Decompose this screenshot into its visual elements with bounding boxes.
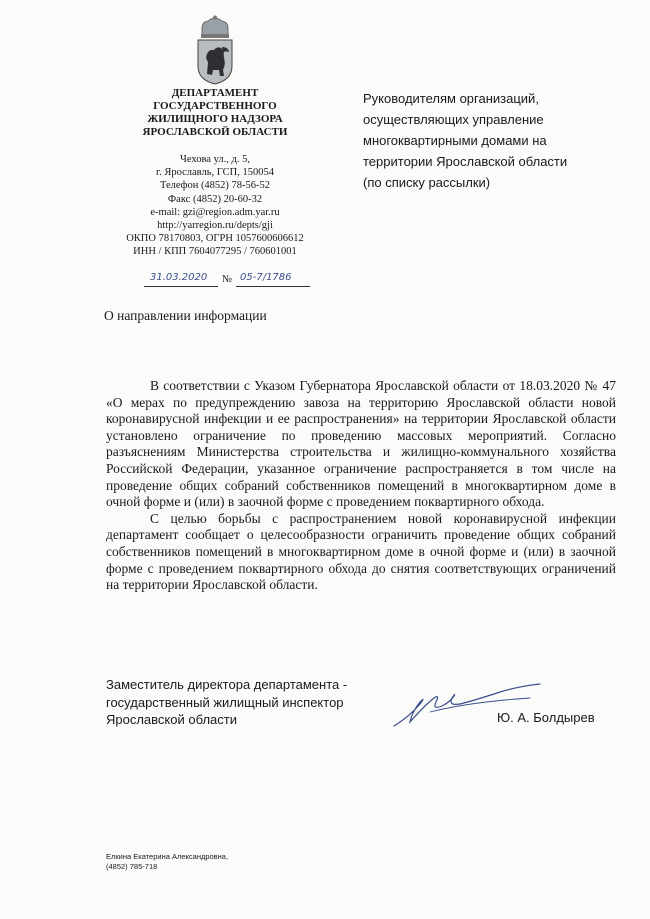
letter-subject: О направлении информации: [104, 308, 267, 323]
signatory-title: Заместитель директора департамента - государственный жилищный инспектор Ярославской области: [106, 677, 348, 727]
department-name: ДЕПАРТАМЕНТ ГОСУДАРСТВЕННОГО ЖИЛИЩНОГО НАДЗОРА ЯРОСЛАВСКОЙ ОБЛАСТИ: [142, 87, 288, 138]
department-contacts: [115, 153, 315, 259]
number-sign: №: [222, 274, 233, 285]
executor-phone: (4852) 785-718: [106, 861, 158, 871]
signatory-name: Ю. А. Болдырев: [497, 710, 595, 725]
body-paragraph: В соответствии с Указом Губернатора Ярославской области от 18.03.2020 № 47 «О мерах по предупреждению завоза на территорию Ярославской области новой коронавирусной инфекции и ее распространения» на территории Ярославской области установлено ограничение по проведению массовых мероприятий. Согласно разъяснениям Министерства строительства и жилищно-коммунального хозяйства Российской Федерации, указанное ограничение распространяется в том числе на проведение общих собраний собственников помещений в многоквартирном доме в очной форме и (или) в заочной форме с проведением поквартирного обхода.: [106, 378, 616, 510]
registration-number: 05-7/1786: [240, 272, 292, 283]
letter-body: [106, 378, 616, 594]
registration-line: [144, 274, 314, 290]
coat-of-arms-icon: [190, 14, 240, 86]
inn-kpp: ИНН / КПП 7604077295 / 760601001: [133, 246, 297, 258]
address-street: Чехова ул., д. 5,: [180, 154, 250, 165]
website: http://yarregion.ru/depts/gji: [157, 220, 273, 232]
number-underline: [236, 286, 310, 287]
email: e-mail: gzi@region.adm.yar.ru: [150, 206, 280, 218]
body-paragraph: С целью борьбы с распространением новой коронавирусной инфекции департамент сообщает о целесообразности ограничить проведение общих собраний собственников помещений в многоквартирном доме в очной форме и (или) в заочной форме с проведением поквартирного обхода до снятия соответствующих ограничений на территории Ярославской области.: [106, 510, 616, 593]
date-underline: [144, 286, 218, 287]
fax: Факс (4852) 20-60-32: [167, 193, 263, 205]
registration-date: 31.03.2020: [150, 272, 208, 283]
executor-info: [106, 852, 228, 871]
address-city: г. Ярославль, ГСП, 150054: [155, 167, 275, 179]
okpo-ogrn: ОКПО 78170803, ОГРН 1057600606612: [126, 233, 304, 245]
phone: Телефон (4852) 78-56-52: [159, 180, 271, 192]
recipient-block: Руководителям организаций, осуществляющих управление многоквартирными домами на территории Ярославской области (по списку рассылки): [363, 91, 568, 190]
executor-name: Елкина Екатерина Александровна,: [106, 852, 229, 861]
